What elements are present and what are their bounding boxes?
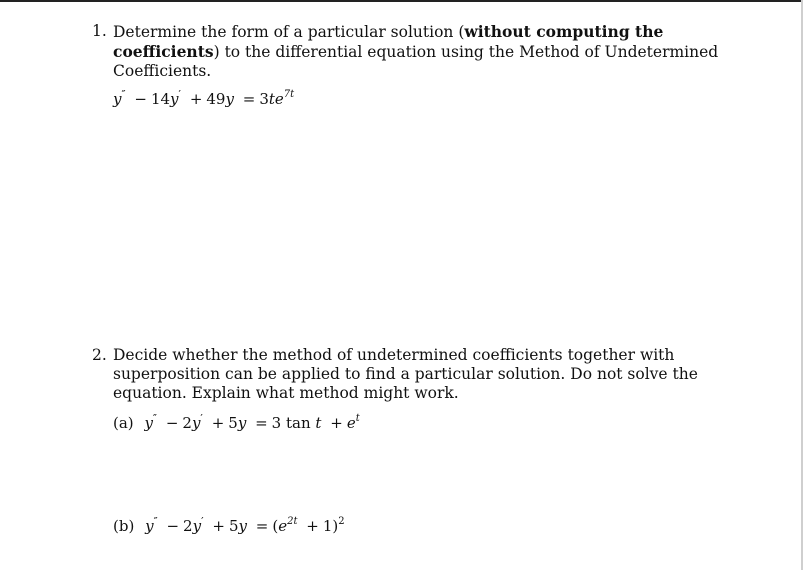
eqa-coef2: 5 xyxy=(228,414,238,432)
problem-1-equation xyxy=(113,88,294,108)
eq1-y: y xyxy=(113,90,122,108)
eq1-y-prime-base: y xyxy=(170,90,179,108)
eqb-y2: y xyxy=(192,517,202,535)
eqa-coef1: 2 xyxy=(182,414,192,432)
eqb-coef2: 5 xyxy=(228,517,239,535)
eq1-coef1: 14 xyxy=(150,90,171,108)
eq1-prime: ′ xyxy=(178,88,182,101)
eqb-rhs-plus: + xyxy=(306,517,319,535)
eqb-plus: + xyxy=(212,517,225,535)
eqb-rhs-one: 1 xyxy=(322,517,333,535)
eqb-rhs-power: 2 xyxy=(338,516,345,527)
eqa-rhs-t: t xyxy=(315,414,322,432)
eqa-y2: y xyxy=(191,414,201,432)
top-border-rule xyxy=(0,0,803,2)
eqb-equals: = xyxy=(255,517,269,535)
part-b-label: (b) xyxy=(113,517,135,535)
eq1-rhs-t: t xyxy=(268,90,275,108)
problem-2-number: 2. xyxy=(92,346,107,364)
eqb-coef1: 2 xyxy=(183,517,193,535)
problem-2a-equation xyxy=(113,412,360,432)
eqa-double-prime: ″ xyxy=(152,412,158,425)
eqb-double-prime: ″ xyxy=(153,515,158,528)
eqb-rhs-exponent: 2t xyxy=(287,516,298,527)
eqb-rhs-close-paren: ) xyxy=(332,517,339,535)
problem-2 xyxy=(92,346,722,403)
eqa-minus: − xyxy=(165,414,179,432)
problem-1-text-post: ) to the differential equation using the Method of Undetermined Coefficients. xyxy=(113,43,719,80)
eqb-prime: ′ xyxy=(201,515,204,528)
problem-1-text xyxy=(113,22,722,81)
eqb-y: y xyxy=(145,517,154,535)
problem-2-text: Decide whether the method of undetermined coefficients together with superposition can be applied to find a particular solution. Do not solve the equation. Explain what method might work. xyxy=(113,346,698,402)
eqa-y: y xyxy=(144,414,153,432)
eqa-rhs-exponent: t xyxy=(355,413,360,424)
eq1-plus: + xyxy=(189,90,203,108)
eqa-rhs-plus: + xyxy=(330,414,343,432)
eqa-prime: ′ xyxy=(200,412,203,425)
eq1-rhs-exponent: 7t xyxy=(283,89,295,100)
problem-1 xyxy=(92,22,722,81)
eqb-minus: − xyxy=(166,517,180,535)
problem-1-text-bold: without computing the coefficients xyxy=(113,22,664,61)
problem-2b-equation xyxy=(113,515,345,535)
eqb-rhs-e: e xyxy=(278,517,288,535)
eq1-coef2: 49 xyxy=(206,90,226,108)
eqb-rhs-open-paren: ( xyxy=(272,517,279,535)
problem-1-number: 1. xyxy=(92,22,107,40)
problem-1-text-pre: Determine the form of a particular solution ( xyxy=(113,23,465,41)
eq1-rhs-coef: 3 xyxy=(259,90,269,108)
eqa-plus: + xyxy=(211,414,225,432)
eq1-minus: − xyxy=(134,90,147,108)
eqa-rhs-e: e xyxy=(346,414,356,432)
part-a-label: (a) xyxy=(113,414,134,432)
eqa-rhs-tan: tan xyxy=(286,414,311,432)
eqb-y3: y xyxy=(238,517,247,535)
eq1-y3: y xyxy=(225,90,234,108)
eqa-rhs-coef: 3 xyxy=(271,414,282,432)
eq1-equals: = xyxy=(242,90,256,108)
eq1-double-prime: ″ xyxy=(121,88,126,101)
eqa-y3: y xyxy=(237,414,247,432)
eqa-equals: = xyxy=(255,414,268,432)
eq1-rhs-e: e xyxy=(274,90,284,108)
